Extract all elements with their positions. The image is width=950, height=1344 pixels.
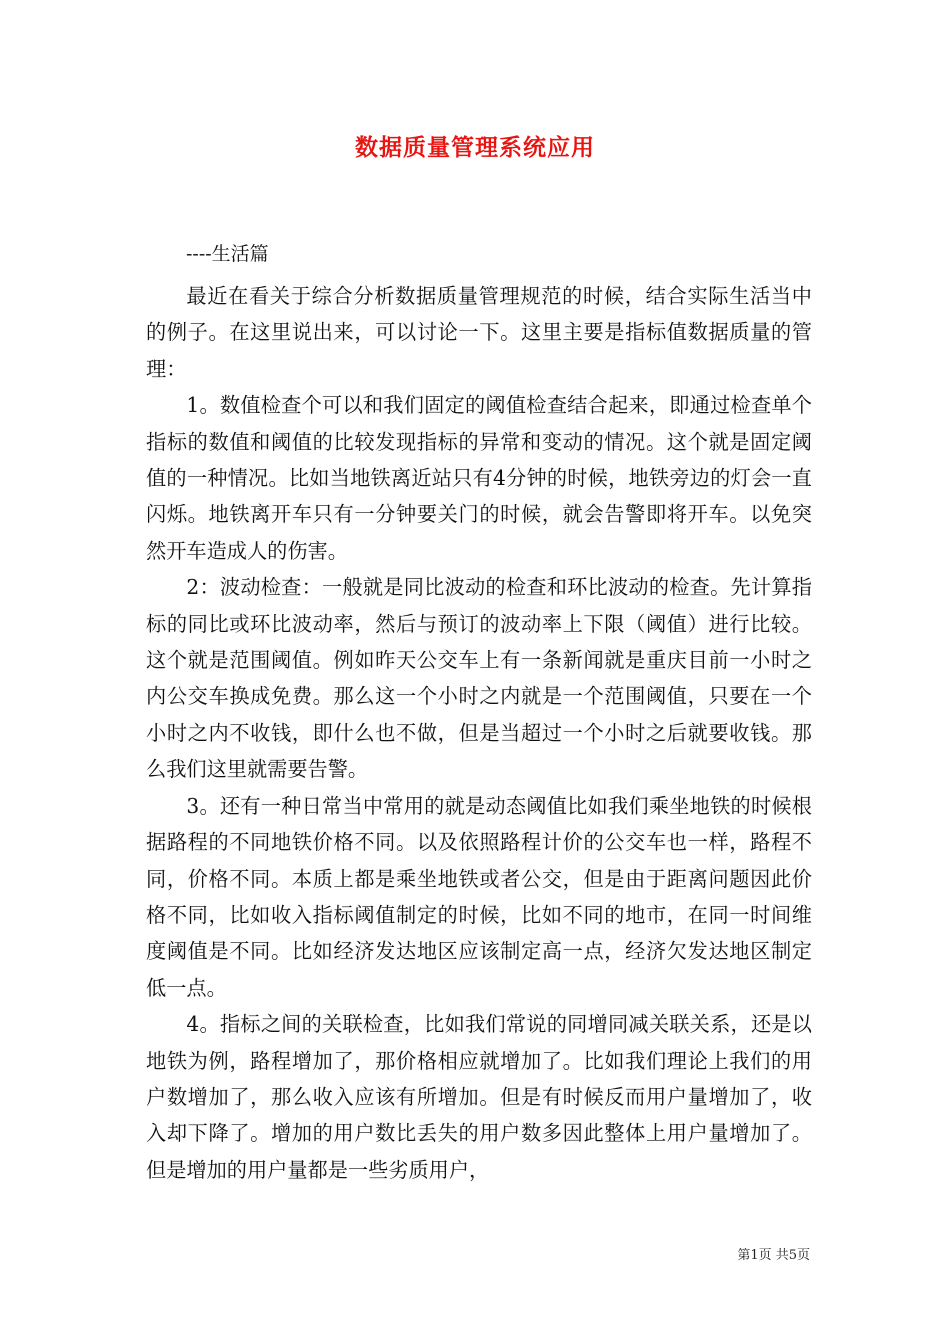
paragraph-intro: 最近在看关于综合分析数据质量管理规范的时候，结合实际生活当中的例子。在这里说出来，可以讨论一下。这里主要是指标值数据质量的管理： [146, 284, 812, 381]
document-title: 数据质量管理系统应用 [355, 134, 595, 161]
document-subtitle: ----生活篇 [186, 243, 269, 265]
paragraph-value-check: 1。数值检查个可以和我们固定的阈值检查结合起来，即通过检查单个指标的数值和阈值的比较发现指标的异常和变动的情况。这个就是固定阈值的一种情况。比如当地铁离近站只有4分钟的时候，地铁旁边的灯会一直闪烁。地铁离开车只有一分钟要关门的时候，就会告警即将开车。以免突然开车造成人的伤害。 [146, 393, 812, 563]
document-body [146, 278, 812, 1188]
paragraph-fluctuation-check: 2：波动检查：一般就是同比波动的检查和环比波动的检查。先计算指标的同比或环比波动率，然后与预订的波动率上下限（阈值）进行比较。这个就是范围阈值。例如昨天公交车上有一条新闻就是重庆目前一小时之内公交车换成免费。那么这一个小时之内就是一个范围阈值，只要在一个小时之内不收钱，即什么也不做，但是当超过一个小时之后就要收钱。那么我们这里就需要告警。 [146, 575, 812, 782]
page-number-footer: 第1页 共5页 [737, 1248, 810, 1263]
paragraph-correlation-check: 4。指标之间的关联检查，比如我们常说的同增同减关联关系，还是以地铁为例，路程增加了，那价格相应就增加了。比如我们理论上我们的用户数增加了，那么收入应该有所增加。但是有时候反而用户量增加了，收入却下降了。增加的用户数比丢失的用户数多因此整体上用户量增加了。但是增加的用户量都是一些劣质用户， [146, 1012, 812, 1182]
paragraph-dynamic-threshold: 3。还有一种日常当中常用的就是动态阈值比如我们乘坐地铁的时候根据路程的不同地铁价格不同。以及依照路程计价的公交车也一样，路程不同，价格不同。本质上都是乘坐地铁或者公交，但是由于距离问题因此价格不同，比如收入指标阈值制定的时候，比如不同的地市，在同一时间维度阈值是不同。比如经济发达地区应该制定高一点，经济欠发达地区制定低一点。 [146, 793, 812, 1000]
